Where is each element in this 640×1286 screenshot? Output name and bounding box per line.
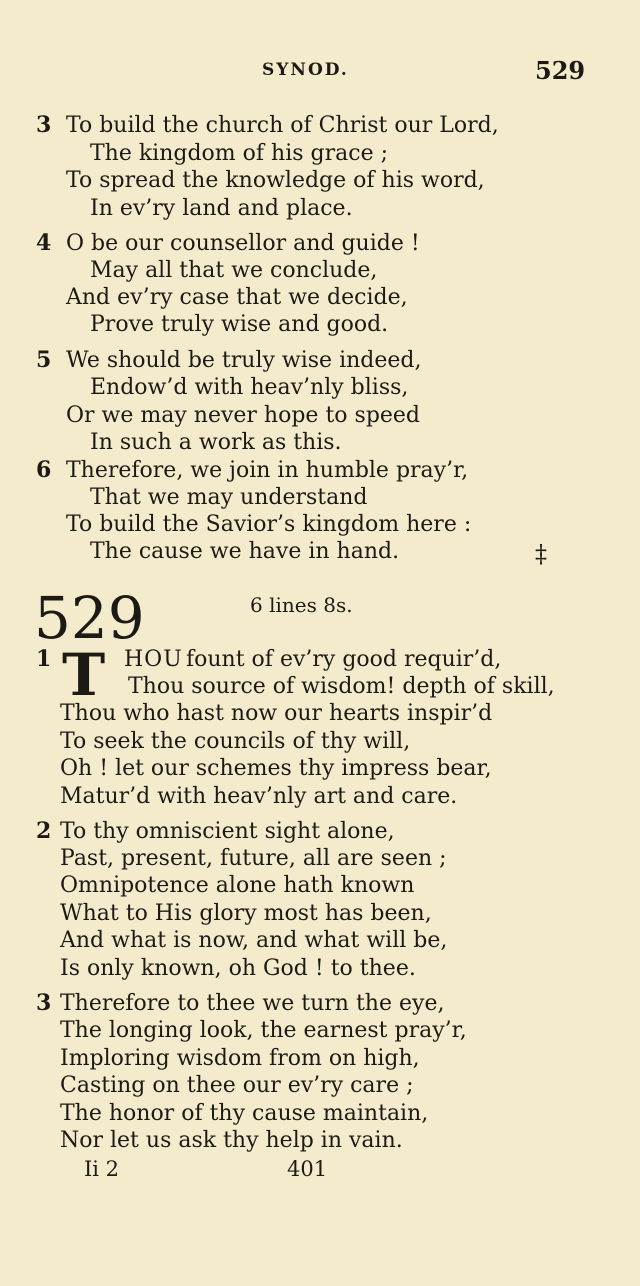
- stanza-number: 5: [36, 347, 52, 373]
- verse-line: Endow’d with heav’nly bliss,: [90, 375, 409, 400]
- verse-line: That we may understand: [90, 485, 368, 510]
- stanza-number: 2: [36, 818, 52, 844]
- verse-line: To thy omniscient sight alone,: [60, 819, 395, 844]
- double-dagger-mark: ‡: [535, 540, 547, 568]
- running-header: SYNOD.: [262, 60, 349, 80]
- verse-line: Prove truly wise and good.: [90, 312, 389, 337]
- stanza-number: 1: [36, 646, 52, 672]
- verse-line: In ev’ry land and place.: [90, 196, 353, 221]
- verse-line: To spread the knowledge of his word,: [66, 168, 485, 193]
- verse-line: Or we may never hope to speed: [66, 403, 421, 428]
- verse-line: fount of ev’ry good requir’d,: [186, 647, 502, 672]
- hymn-meter: 6 lines 8s.: [250, 593, 353, 617]
- hymn-number: 529: [34, 584, 145, 652]
- verse-line: And ev’ry case that we decide,: [66, 285, 408, 310]
- page-number: 529: [535, 56, 586, 85]
- verse-line: The longing look, the earnest pray’r,: [60, 1018, 467, 1043]
- verse-line: Past, present, future, all are seen ;: [60, 846, 447, 871]
- first-word: HOU: [124, 647, 183, 672]
- drop-cap: T: [62, 641, 106, 709]
- stanza-number: 3: [36, 990, 52, 1016]
- verse-line: Matur’d with heav’nly art and care.: [60, 784, 458, 809]
- signature-mark: Ii 2: [84, 1157, 120, 1181]
- verse-line: In such a work as this.: [90, 430, 342, 455]
- stanza-number: 3: [36, 112, 52, 138]
- verse-line: What to His glory most has been,: [60, 901, 432, 926]
- stanza-number: 6: [36, 457, 52, 483]
- verse-line: The cause we have in hand.: [90, 539, 400, 564]
- verse-line: The honor of thy cause maintain,: [60, 1101, 429, 1126]
- verse-line: To build the Savior’s kingdom here :: [66, 512, 472, 537]
- verse-line: Omnipotence alone hath known: [60, 873, 415, 898]
- verse-line: Nor let us ask thy help in vain.: [60, 1128, 403, 1153]
- verse-line: Therefore to thee we turn the eye,: [60, 991, 445, 1016]
- verse-line: Is only known, oh God ! to thee.: [60, 956, 416, 981]
- verse-line: To seek the councils of thy will,: [60, 729, 411, 754]
- verse-line: Thou who hast now our hearts inspir’d: [60, 701, 493, 726]
- verse-line: Thou source of wisdom! depth of skill,: [128, 674, 555, 699]
- verse-line: And what is now, and what will be,: [60, 928, 448, 953]
- stanza-number: 4: [36, 230, 52, 256]
- verse-line: Imploring wisdom from on high,: [60, 1046, 420, 1071]
- verse-line: Therefore, we join in humble pray’r,: [66, 458, 469, 483]
- footer-page-number: 401: [287, 1157, 328, 1181]
- verse-line: We should be truly wise indeed,: [66, 348, 422, 373]
- verse-line: To build the church of Christ our Lord,: [66, 113, 499, 138]
- verse-line: Oh ! let our schemes thy impress bear,: [60, 756, 492, 781]
- verse-line: O be our counsellor and guide !: [66, 231, 420, 256]
- verse-line: May all that we conclude,: [90, 258, 378, 283]
- verse-line: The kingdom of his grace ;: [90, 141, 388, 166]
- verse-line: Casting on thee our ev’ry care ;: [60, 1073, 414, 1098]
